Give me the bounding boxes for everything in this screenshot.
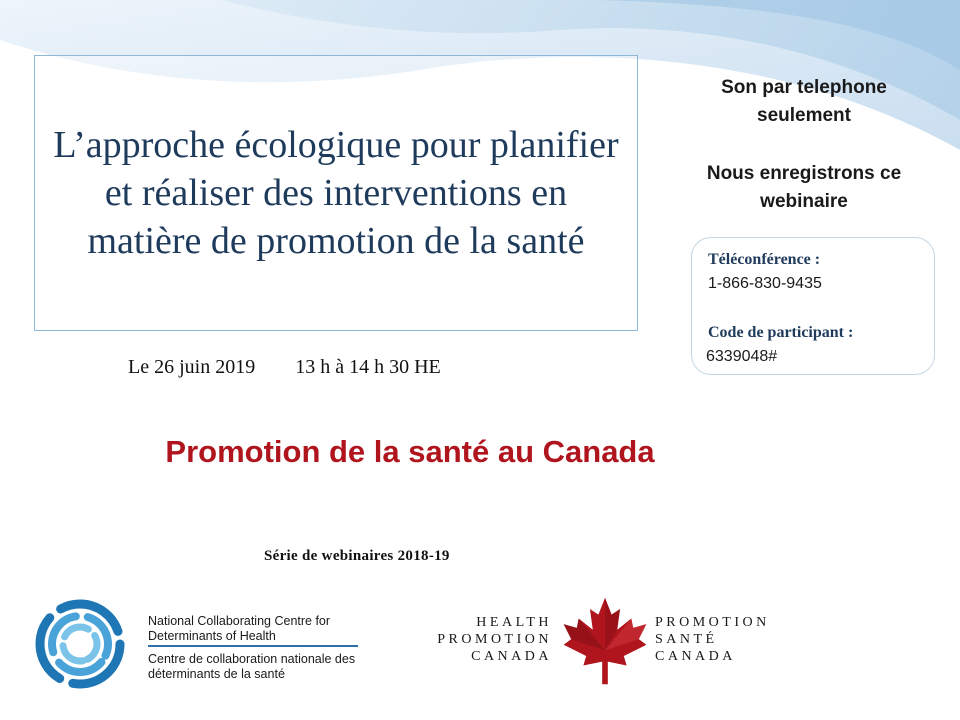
hpc-fr-line: SANTÉ [655,632,718,647]
hpc-en-line: HEALTH [476,615,552,630]
hpc-fr-line: PROMOTION [655,615,770,630]
hpc-en-line: PROMOTION [437,632,552,647]
teleconference-box [691,237,935,375]
hpc-wordmark-fr [655,614,770,665]
hpc-en-line: CANADA [471,649,552,664]
title-box [34,55,638,331]
slide-title: L’approche écologique pour planifier et réaliser des interventions en matière de promotion de la santé [53,124,619,262]
nccdh-swirl-logo [30,596,130,692]
event-time: 13 h à 14 h 30 HE [295,356,441,378]
hpc-wordmark-en [418,614,552,665]
hpc-fr-line: CANADA [655,649,736,664]
maple-leaf-icon [558,594,652,688]
nccdh-name-fr: Centre de collaboration nationale des déterminants de la santé [148,652,356,681]
phone-number: 1-866-830-9435 [708,275,822,292]
nccdh-name-en: National Collaborating Centre for Determinants of Health [148,614,331,643]
event-date: Le 26 juin 2019 [128,356,256,378]
audio-notice: Son par telephone seulement [721,77,887,126]
recording-notice: Nous enregistrons ce webinaire [706,163,902,212]
phone-label: Téléconférence : [708,251,821,268]
participant-code: 6339048# [706,348,778,365]
participant-code-label: Code de participant : [708,324,854,341]
nccdh-divider [148,645,358,647]
series-label: Série de webinaires 2018-19 [264,548,450,564]
main-heading: Promotion de la santé au Canada [165,434,655,469]
date-time-line [128,356,441,379]
